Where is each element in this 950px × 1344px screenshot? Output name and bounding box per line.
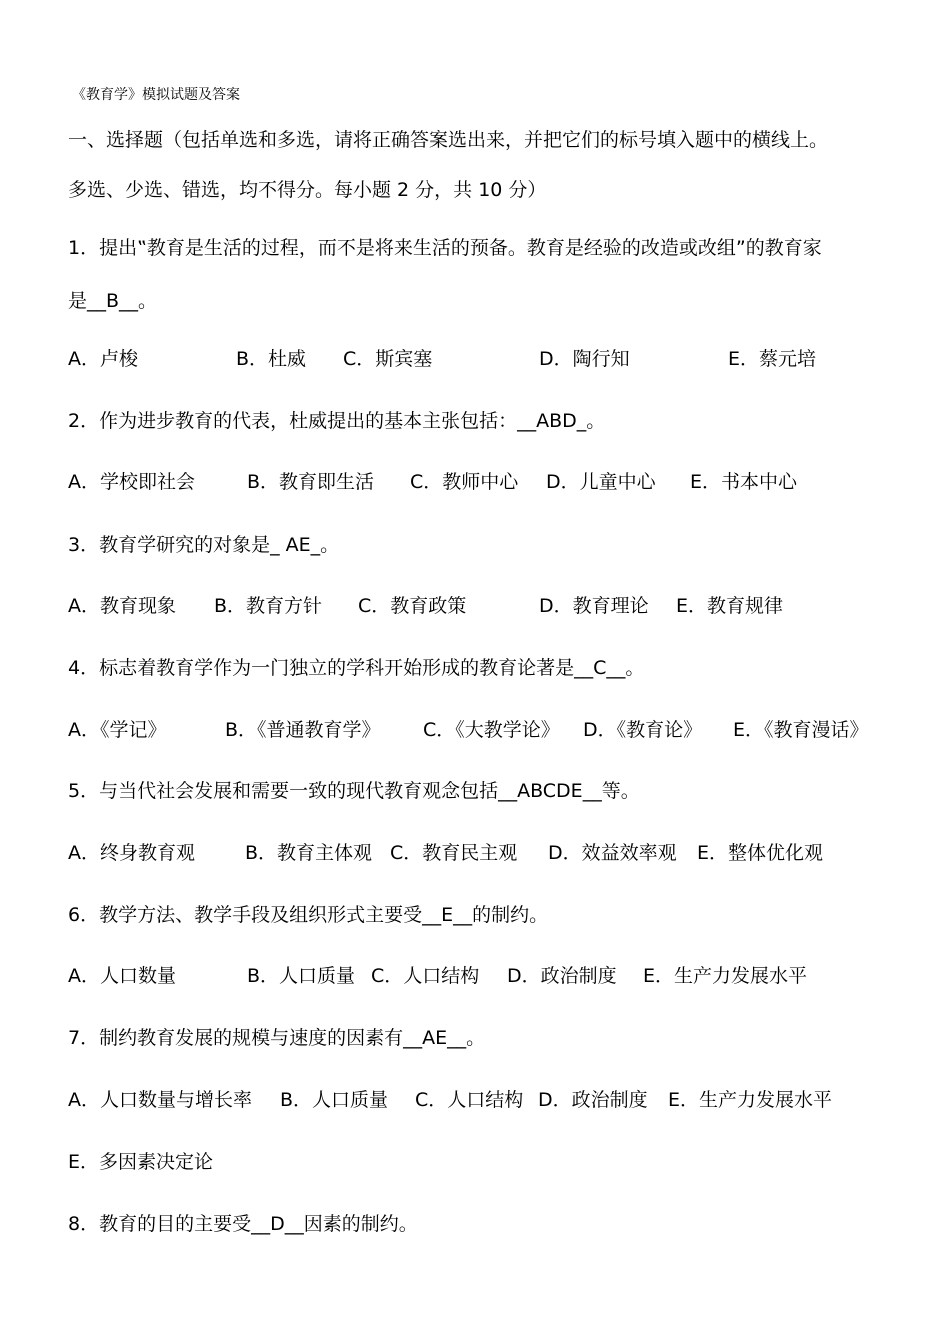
question-2-option-e: E．书本中心	[690, 471, 798, 493]
question-1-stem-line-2: 是__B__。	[68, 290, 158, 312]
question-2-option-d: D．儿童中心	[546, 471, 656, 493]
question-1-option-b: B．杜威	[236, 348, 307, 370]
document-title: 《教育学》模拟试题及答案	[72, 87, 240, 103]
question-1-stem-line-1: 1．提出‟教育是生活的过程，而不是将来生活的预备。教育是经验的改造或改组”的教育家	[68, 237, 822, 259]
question-6-option-c: C．人口结构	[371, 965, 480, 987]
question-4-option-c: C．《大教学论》	[423, 719, 560, 741]
question-3-option-b: B．教育方针	[214, 595, 323, 617]
question-5-option-a: A．终身教育观	[68, 842, 195, 864]
question-4-option-a: A．《学记》	[68, 719, 167, 741]
question-7-option-c: C．人口结构	[415, 1089, 524, 1111]
question-4-option-e: E．《教育漫话》	[733, 719, 869, 741]
question-5-option-c: C．教育民主观	[390, 842, 518, 864]
question-7-option-b: B．人口质量	[280, 1089, 389, 1111]
question-6-stem: 6．教学方法、教学手段及组织形式主要受__E__的制约。	[68, 904, 549, 926]
question-2-stem: 2．作为进步教育的代表，杜威提出的基本主张包括：__ABD_。	[68, 410, 606, 432]
question-1-option-d: D．陶行知	[539, 348, 630, 370]
question-3-option-d: D．教育理论	[539, 595, 649, 617]
question-1-option-c: C．斯宾塞	[343, 348, 433, 370]
question-7-extra-option: E．多因素决定论	[68, 1151, 214, 1173]
question-2-option-b: B．教育即生活	[247, 471, 375, 493]
question-1-option-a: A．卢梭	[68, 348, 138, 370]
question-6-option-b: B．人口质量	[247, 965, 356, 987]
question-3-option-a: A．教育现象	[68, 595, 176, 617]
question-3-option-c: C．教育政策	[358, 595, 467, 617]
question-5-stem: 5．与当代社会发展和需要一致的现代教育观念包括__ABCDE__等。	[68, 780, 640, 802]
question-2-option-a: A．学校即社会	[68, 471, 195, 493]
question-4-option-d: D．《教育论》	[583, 719, 703, 741]
question-5-option-e: E．整体优化观	[697, 842, 824, 864]
question-4-stem: 4．标志着教育学作为一门独立的学科开始形成的教育论著是__C__。	[68, 657, 645, 679]
question-7-option-a: A．人口数量与增长率	[68, 1089, 252, 1111]
question-6-option-d: D．政治制度	[507, 965, 617, 987]
question-4-option-b: B．《普通教育学》	[225, 719, 381, 741]
section-heading-line-1: 一、选择题（包括单选和多选，请将正确答案选出来，并把它们的标号填入题中的横线上。	[68, 129, 829, 151]
question-8-stem: 8．教育的目的主要受__D__因素的制约。	[68, 1213, 418, 1235]
question-6-option-a: A．人口数量	[68, 965, 176, 987]
section-heading-line-2: 多选、少选、错选，均不得分。每小题 2 分，共 10 分）	[68, 179, 547, 201]
question-3-option-e: E．教育规律	[676, 595, 784, 617]
question-2-option-c: C．教师中心	[410, 471, 519, 493]
question-5-option-d: D．效益效率观	[548, 842, 677, 864]
question-7-stem: 7．制约教育发展的规模与速度的因素有__AE__。	[68, 1027, 486, 1049]
question-3-stem: 3．教育学研究的对象是_ AE_。	[68, 534, 340, 556]
question-7-option-e: E．生产力发展水平	[668, 1089, 833, 1111]
question-6-option-e: E．生产力发展水平	[643, 965, 808, 987]
question-7-option-d: D．政治制度	[538, 1089, 648, 1111]
question-1-option-e: E．蔡元培	[728, 348, 817, 370]
question-5-option-b: B．教育主体观	[245, 842, 373, 864]
